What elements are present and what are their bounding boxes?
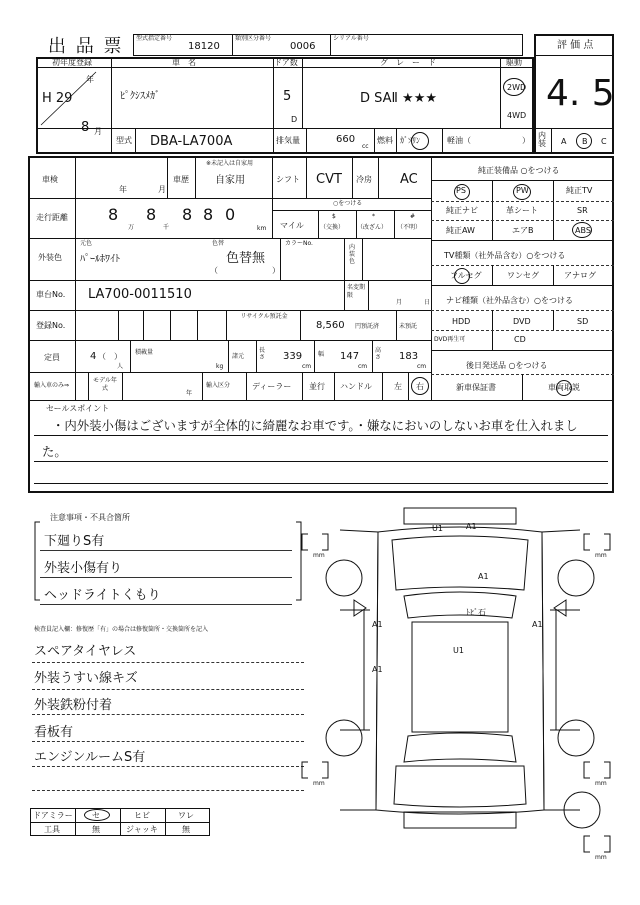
note-item-3: ヘッドライトくもり xyxy=(44,588,161,603)
equip-leather: 革シート xyxy=(506,206,538,215)
color-no-label: カラーNo. xyxy=(285,240,313,247)
fuel-gasoline-circle xyxy=(411,132,429,150)
damage-mark-8: A1 xyxy=(372,665,383,674)
repaint-paren-open: （ xyxy=(210,266,218,275)
handle-right-circle xyxy=(411,377,429,395)
displacement-label: 排気量 xyxy=(276,136,300,145)
meter-circle-note: ○をつける xyxy=(333,200,363,207)
serial-label: シリアル番号 xyxy=(333,35,369,42)
navi-sd: SD xyxy=(577,317,589,326)
length-value: 339 xyxy=(283,351,303,362)
equip-aw: 純正AW xyxy=(446,226,475,235)
mirror-break: ワレ xyxy=(178,811,194,820)
navi-dvd: DVD xyxy=(513,317,531,326)
type-label: 型式 xyxy=(116,136,132,145)
interior-grade-label: 内装 xyxy=(538,131,546,148)
shaken-year: 年 xyxy=(119,185,127,194)
equip-pw: PW xyxy=(516,186,529,195)
door-type: D xyxy=(291,115,298,124)
length-label: 長さ xyxy=(259,347,266,362)
mileage-mile: マイル xyxy=(280,221,304,230)
height-unit: cm xyxy=(417,363,427,370)
mileage-digit-4: 8 xyxy=(203,205,214,224)
capacity-person: 人 xyxy=(117,363,124,370)
sales-label: セールスポイント xyxy=(46,404,110,413)
first-reg-month-unit: 月 xyxy=(94,127,102,136)
meter-unknown: （不明） xyxy=(397,224,422,231)
equip-ps-circle xyxy=(454,184,470,200)
mileage-digit-3: 8 xyxy=(182,205,193,224)
damage-mark-3: A1 xyxy=(478,572,489,581)
tv-header: TV種類（社外品含む）○をつける xyxy=(444,251,566,260)
tv-fullseg: フルセグ xyxy=(450,271,482,280)
handle-label: ハンドル xyxy=(340,382,372,391)
load-kg: kg xyxy=(216,363,224,370)
type-value: DBA-LA700A xyxy=(150,134,233,149)
sales-line-2: た。 xyxy=(42,444,67,459)
grade-value: D SAⅡ ★★★ xyxy=(360,91,438,106)
mirror-se-circle xyxy=(84,809,110,821)
repaint-label: 色替 xyxy=(212,240,225,247)
interior-grade-c: C xyxy=(601,137,607,146)
drive-4wd: 4WD xyxy=(507,111,527,120)
drive-2wd-circle xyxy=(503,78,525,96)
equip-navi: 純正ナビ xyxy=(446,206,478,215)
tv-oneseg: ワンセグ xyxy=(507,271,539,280)
chassis-label: 車台No. xyxy=(36,290,66,299)
chassis-no: LA700-0011510 xyxy=(88,287,192,302)
first-reg-month: 8 xyxy=(81,120,90,135)
history-value: 自家用 xyxy=(215,175,245,186)
first-reg-year-unit: 年 xyxy=(86,75,94,84)
interior-color-label: 内装色 xyxy=(349,244,356,266)
history-label: 車歴 xyxy=(173,175,189,184)
inspector-label: 検査員記入欄：修復歴「有」の場合は修復箇所・交換箇所を記入 xyxy=(34,626,209,633)
rear-manual-circle xyxy=(556,380,572,396)
interior-grade-b: B xyxy=(582,137,588,146)
sales-line-1: ・内外装小傷はございますが全体的に綺麗なお車です。・嫌なにおいのしないお車を仕入れまし xyxy=(52,418,578,433)
shaken-month: 月 xyxy=(158,185,166,194)
width-unit: cm xyxy=(358,363,368,370)
mileage-digit-2: 8 xyxy=(146,205,157,224)
mileage-unit-sen: 千 xyxy=(163,224,170,231)
repaint-value: 色替無 xyxy=(226,251,266,266)
load-label: 積載量 xyxy=(135,349,154,356)
mm-front-left: mm xyxy=(313,552,325,559)
damage-mark-4: ﾄﾋﾞ石 xyxy=(466,608,486,617)
car-damage-diagram xyxy=(300,500,620,870)
tv-analog: アナログ xyxy=(564,271,596,280)
rear-warranty: 新車保証書 xyxy=(456,383,496,392)
equip-airbag: エアB xyxy=(512,226,534,235)
handle-right: 右 xyxy=(416,382,424,391)
inspector-item-5: エンジンルームS有 xyxy=(34,750,146,765)
inspector-item-1: スペアタイヤレス xyxy=(34,644,137,659)
damage-mark-7: U1 xyxy=(453,646,464,655)
capacity-value: 4 xyxy=(90,351,97,362)
rear-manual: 車両取説 xyxy=(548,383,580,392)
meter-star: * xyxy=(372,213,375,220)
drive-label: 駆動 xyxy=(506,58,522,67)
repaint-paren-close: ） xyxy=(272,266,280,275)
car-name: ﾋﾟｸｼｽﾒｶﾞ xyxy=(120,91,160,102)
damage-mark-6: A1 xyxy=(532,620,543,629)
equip-pw-circle xyxy=(513,184,531,200)
width-label: 幅 xyxy=(318,351,325,358)
shaken-label: 車検 xyxy=(42,175,58,184)
recycle-unit: 円預託済 xyxy=(355,323,380,330)
orig-color: ﾊﾟｰﾙﾎﾜｲﾄ xyxy=(80,254,120,265)
mm-rear-left: mm xyxy=(313,780,325,787)
mileage-digit-1: 8 xyxy=(108,205,119,224)
door-count: 5 xyxy=(283,89,292,104)
fuel-gasoline: ｶﾞｿﾘﾝ xyxy=(400,136,420,145)
capacity-paren: （ ） xyxy=(98,352,122,361)
mirror-crack: ヒビ xyxy=(134,811,150,820)
name-change-label: 名変期限 xyxy=(347,284,366,299)
tv-fullseg-circle xyxy=(454,268,470,284)
import-kubun-label: 輸入区分 xyxy=(206,382,231,389)
inspector-item-2: 外装うすい線キズ xyxy=(34,671,138,686)
form-title: 出 品 票 xyxy=(48,36,124,57)
dims-label: 諸元 xyxy=(232,353,245,360)
width-value: 147 xyxy=(340,351,360,362)
regno-label: 登録No. xyxy=(36,321,66,330)
inspector-item-4: 看板有 xyxy=(34,725,74,740)
damage-mark-1: U1 xyxy=(432,524,443,533)
note-item-2: 外装小傷有り xyxy=(44,561,123,576)
height-label: 高さ xyxy=(375,347,382,362)
length-unit: cm xyxy=(302,363,312,370)
notes-label: 注意事項・不具合箇所 xyxy=(50,513,130,522)
first-reg-label: 初年度登録 xyxy=(52,58,92,67)
rear-header: 後日発送品 ○をつける xyxy=(466,361,548,370)
history-note: ※未記入は自家用 xyxy=(206,160,254,167)
first-reg-year: H 29 xyxy=(42,91,73,106)
tools-value: 無 xyxy=(92,825,100,834)
fuel-diesel-close: ） xyxy=(522,136,530,145)
grade-label: グ レ ー ド xyxy=(380,58,436,67)
mileage-label: 走行距離 xyxy=(36,213,68,222)
ruibetsu-label: 類別区分番号 xyxy=(235,35,272,42)
handle-left: 左 xyxy=(394,382,402,391)
fuel-diesel: 軽油（ xyxy=(447,136,471,145)
mm-front-right: mm xyxy=(595,552,607,559)
jack-value: 無 xyxy=(182,825,190,834)
drive-2wd: 2WD xyxy=(507,83,527,92)
dvd-play-label: DVD再生可 xyxy=(434,336,466,343)
fuel-label: 燃料 xyxy=(377,136,393,145)
doors-label: ドア数 xyxy=(274,58,298,67)
inspector-item-3: 外装鉄粉付着 xyxy=(34,698,113,713)
name-change-day: 日 xyxy=(424,299,431,306)
capacity-label: 定員 xyxy=(44,353,60,362)
katashiki-label: 型式指定番号 xyxy=(136,35,173,42)
navi-hdd: HDD xyxy=(452,317,471,326)
ac-value: AC xyxy=(400,172,418,187)
model-year-label: モデル年式 xyxy=(93,377,117,392)
import-parallel: 並行 xyxy=(309,382,325,391)
equip-ps: PS xyxy=(456,186,466,195)
equip-abs-circle xyxy=(572,222,592,238)
recycle-value: 8,560 xyxy=(316,320,345,331)
damage-mark-2: A1 xyxy=(466,522,477,531)
displacement-value: 660 xyxy=(336,134,356,145)
height-value: 183 xyxy=(399,351,419,362)
equip-abs: ABS xyxy=(575,226,591,235)
meter-tampered: （改ざん） xyxy=(357,224,388,231)
interior-grade-a: A xyxy=(561,137,567,146)
color-label: 外装色 xyxy=(38,253,62,262)
mileage-digit-5: 0 xyxy=(225,205,236,224)
name-change-month: 月 xyxy=(396,299,403,306)
shift-value: CVT xyxy=(316,172,342,187)
import-dealer: ディーラー xyxy=(252,382,292,391)
equip-sr: SR xyxy=(577,206,588,215)
mirror-label: ドアミラー xyxy=(33,811,73,820)
score-label: 評 価 点 xyxy=(557,40,594,51)
mm-spare: mm xyxy=(595,854,607,861)
car-name-label: 車 名 xyxy=(172,58,196,67)
mileage-km: km xyxy=(257,225,267,232)
score-value: 4. 5 xyxy=(546,73,615,114)
damage-mark-5: A1 xyxy=(372,620,383,629)
equip-header: 純正装備品 ○をつける xyxy=(478,166,560,175)
dvd-cd: CD xyxy=(514,335,526,344)
meter-hash: # xyxy=(410,213,416,220)
displacement-unit: cc xyxy=(362,143,369,150)
navi-header: ナビ種類（社外品含む）○をつける xyxy=(446,296,573,305)
ruibetsu-value: 0006 xyxy=(290,41,316,52)
jack-label: ジャッキ xyxy=(126,825,158,834)
recycle-label: リサイクル預託金 xyxy=(240,313,288,320)
mirror-se: セ xyxy=(92,811,100,820)
tools-label: 工具 xyxy=(44,825,60,834)
equip-tv: 純正TV xyxy=(566,186,593,195)
katashiki-value: 18120 xyxy=(188,41,220,52)
note-item-1: 下廻りS有 xyxy=(44,534,105,549)
ac-label: 冷房 xyxy=(356,175,372,184)
meter-dollar: $ xyxy=(332,213,336,220)
meter-exchange: （交換） xyxy=(320,224,345,231)
mm-rear-right: mm xyxy=(595,780,607,787)
recycle-unpaid: 未預託 xyxy=(399,323,418,330)
shift-label: シフト xyxy=(276,175,300,184)
mileage-unit-man: 万 xyxy=(128,224,135,231)
model-year-unit: 年 xyxy=(186,390,193,397)
interior-grade-b-circle xyxy=(576,133,592,149)
import-label: 輸入車のみ⇒ xyxy=(34,382,70,389)
orig-color-label: 元色 xyxy=(80,240,93,247)
